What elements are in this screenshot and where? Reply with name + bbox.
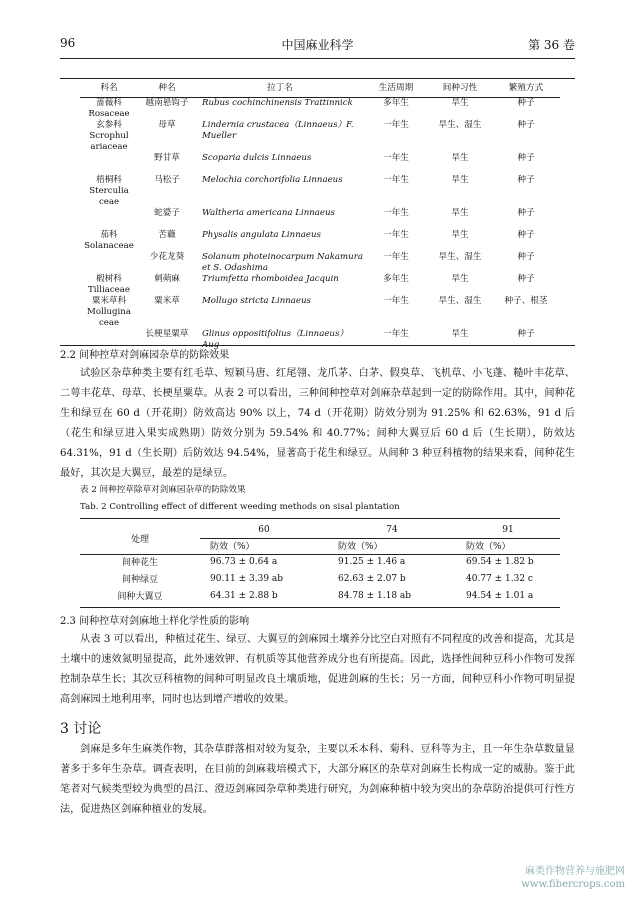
latin-name: Solanum photeinocarpum Nakamura et S. Odashima: [202, 252, 363, 273]
habit: 旱生: [451, 153, 469, 163]
life-cycle: 一年生: [383, 252, 409, 262]
latin-name: Glinus oppositifolius（Linnaeus）Aug: [202, 329, 348, 350]
family-cell: [80, 98, 138, 121]
table-row: [80, 120, 560, 153]
head-day-74: 74: [386, 525, 398, 536]
propagation: 种子: [517, 175, 535, 185]
propagation: 种子: [517, 120, 535, 130]
effect-value: 69.54 ± 1.82 b: [466, 556, 534, 567]
family-latin: Mollugina ceae: [87, 307, 131, 328]
propagation: 种子: [517, 230, 535, 240]
family-latin: Rosaceae: [88, 109, 130, 119]
table2-top-rule: [80, 518, 560, 519]
propagation: 种子: [517, 98, 535, 108]
table-row: [80, 553, 560, 570]
table-row: [80, 230, 560, 252]
latin-name: Waltheria americana Linnaeus: [202, 208, 335, 218]
species-name: 刺蒴麻: [154, 274, 180, 284]
effect-value: 91.25 ± 1.46 a: [338, 556, 406, 567]
section-2-2-title: 2.2 间种控草对剑麻园杂草的防除效果: [60, 350, 230, 361]
propagation: 种子、根茎: [504, 296, 548, 306]
species-name: 蛇婆子: [154, 208, 180, 218]
table1-top-rule: [60, 78, 575, 79]
effect-value: 84.78 ± 1.18 ab: [338, 590, 412, 601]
latin-name: Lindernia crustacea（Linnaeus）F. Mueller: [202, 120, 354, 141]
life-cycle: 多年生: [383, 98, 409, 108]
col-cycle: 生活周期: [364, 82, 428, 98]
table-row: [80, 252, 560, 274]
col-species: 种名: [138, 82, 196, 98]
propagation: 种子: [517, 208, 535, 218]
latin-name: Rubus cochinchinensis Trattinnick: [202, 98, 353, 108]
effect-value: 62.63 ± 2.07 b: [338, 573, 406, 584]
family-name: 玄参科: [96, 120, 122, 130]
family-cell: [80, 252, 138, 274]
species-name: 苦蘵: [158, 230, 176, 240]
weeding-effect-table: [80, 523, 560, 604]
family-cell: [80, 175, 138, 208]
life-cycle: 一年生: [383, 208, 409, 218]
life-cycle: 一年生: [383, 329, 409, 339]
section-3-title: 3 讨论: [60, 721, 102, 737]
habit: 旱生: [451, 175, 469, 185]
table-row: [80, 208, 560, 230]
volume-label: 第 36 卷: [528, 38, 575, 52]
table1-bottom-rule: [60, 345, 575, 346]
table-row: [80, 175, 560, 208]
journal-title: 中国麻业科学: [281, 38, 354, 52]
family-latin: Sterculia ceae: [89, 186, 129, 207]
table-row: [80, 153, 560, 175]
treatment-name: 间种绿豆: [121, 575, 158, 585]
species-table: [80, 82, 560, 351]
family-latin: Scrophul ariaceae: [89, 131, 129, 152]
latin-name: Scoparia dulcis Linnaeus: [202, 153, 312, 163]
habit: 旱生、湿生: [438, 252, 482, 262]
propagation: 种子: [517, 329, 535, 339]
table-row: [80, 570, 560, 587]
species-name: 少花龙葵: [149, 252, 185, 262]
family-cell: [80, 208, 138, 230]
habit: 旱生: [451, 230, 469, 240]
family-name: 梧桐科: [96, 175, 122, 185]
page-number: 96: [60, 36, 76, 50]
table2-caption-cn: 表 2 间种控草除草对剑麻园杂草的防除效果: [80, 485, 246, 495]
latin-name: Physalis angulata Linnaeus: [202, 230, 321, 240]
family-name: 粟米草科: [91, 296, 127, 306]
life-cycle: 一年生: [383, 175, 409, 185]
life-cycle: 多年生: [383, 274, 409, 284]
treatment-name: 间种大翼豆: [117, 592, 163, 602]
species-name: 越南悬钩子: [145, 98, 189, 108]
family-latin: Solanaceae: [84, 241, 134, 251]
effect-value: 90.11 ± 3.39 ab: [210, 573, 284, 584]
habit: 旱生: [451, 274, 469, 284]
family-name: 茄科: [100, 230, 118, 240]
effect-value: 64.31 ± 2.88 b: [210, 590, 278, 601]
table-row: [80, 274, 560, 296]
life-cycle: 一年生: [383, 296, 409, 306]
family-latin: Tilliaceae: [88, 285, 130, 295]
family-cell: [80, 153, 138, 175]
section-2-2-text: 试验区杂草种类主要有红毛草、短颖马唐、红尾翎、龙爪茅、白茅、假臭草、飞机草、小飞蓬、糙叶丰花草、二萼丰花草、母草、长梗星粟草。从表 2 可以看出，三种间种控草对剑麻杂草起到一定的防除作用。其中，间种花生和绿豆在 60 d（开花期）防效高达 90% 以上，74 d（开花期）防效分别为 91.25% 和 62.63%，91 d 后（花生和绿豆进入果实成熟期）防效分别为 59.54% 和 40.77%；间种大翼豆后 60 d 后（生长期），防效达 64.31%，91 d（生长期）后防效达 94.54%，显著高于花生和绿豆。从间种 3 种豆科植物的结果来看，间种花生最好，其次是大翼豆，最差的是绿豆。: [60, 368, 575, 479]
table-row: [80, 98, 560, 121]
table-row: [80, 296, 560, 329]
head-day-60: 60: [258, 525, 270, 536]
habit: 旱生: [451, 98, 469, 108]
latin-name: Melochia corchorifolia Linnaeus: [202, 175, 343, 185]
head-unit: 防效（%）: [456, 538, 560, 553]
head-unit: 防效（%）: [200, 538, 328, 553]
life-cycle: 一年生: [383, 120, 409, 130]
col-family: 科名: [80, 82, 138, 98]
header-rule: [60, 58, 575, 59]
table2-bottom-rule: [80, 607, 560, 608]
head-treatment: 处理: [130, 534, 149, 545]
effect-value: 96.73 ± 0.64 a: [210, 556, 278, 567]
family-cell: [80, 274, 138, 296]
habit: 旱生、湿生: [438, 296, 482, 306]
propagation: 种子: [517, 153, 535, 163]
section-2-3-text: 从表 3 可以看出，种植过花生、绿豆、大翼豆的剑麻园土壤养分比空白对照有不同程度的改善和提高，尤其是土壤中的速效氮明显提高，此外速效钾、有机质等其他营养成分也有所提高。因此，选择性间种豆科小作物可发挥控制杂草生长；其次豆科植物的间种可明显改良土壤质地，促进剑麻的生长；另一方面，间种豆科小作物可明显提高剑麻园土地利用率，同时也达到增产增收的效果。: [60, 634, 575, 705]
latin-name: Triumfetta rhomboidea Jacquin: [202, 274, 339, 284]
habit: 旱生: [451, 329, 469, 339]
life-cycle: 一年生: [383, 153, 409, 163]
watermark: 麻类作物营养与施肥网 www.fibercrops.com: [521, 866, 625, 890]
species-name: 长梗星粟草: [145, 329, 189, 339]
species-name: 粟米草: [154, 296, 180, 306]
propagation: 种子: [517, 274, 535, 284]
head-unit: 防效（%）: [328, 538, 456, 553]
family-name: 椴树科: [96, 274, 122, 284]
col-habit: 间种习性: [428, 82, 492, 98]
species-name: 马松子: [154, 175, 180, 185]
species-name: 野甘草: [154, 153, 180, 163]
table-row: [80, 587, 560, 604]
species-name: 母草: [158, 120, 176, 130]
page-header: [60, 34, 575, 54]
head-day-91: 91: [502, 525, 514, 536]
family-name: 蔷薇科: [96, 98, 122, 108]
habit: 旱生: [451, 208, 469, 218]
family-cell: [80, 296, 138, 329]
latin-name: Mollugo stricta Linnaeus: [202, 296, 311, 306]
col-latin: 拉丁名: [196, 82, 364, 98]
family-cell: [80, 230, 138, 252]
treatment-name: 间种花生: [121, 558, 158, 568]
table2-head-rule: [80, 554, 560, 555]
section-3-text: 剑麻是多年生麻类作物，其杂草群落相对较为复杂，主要以禾本科、菊科、豆科等为主，且一年生杂草数量显著多于多年生杂草。调查表明，在目前的剑麻栽培模式下，大部分麻区的杂草对剑麻生长构成一定的威胁。鉴于此笔者对气候类型较为典型的昌江、澄迈剑麻园杂草种类进行研究，为剑麻种植中较为突出的杂草防治提供可行性方法，促进热区剑麻种植业的发展。: [60, 744, 575, 815]
table2-caption-en: Tab. 2 Controlling effect of different weeding methods on sisal plantation: [80, 502, 400, 512]
effect-value: 94.54 ± 1.01 a: [466, 590, 534, 601]
habit: 旱生、湿生: [438, 120, 482, 130]
propagation: 种子: [517, 252, 535, 262]
col-propagation: 繁殖方式: [492, 82, 560, 98]
effect-value: 40.77 ± 1.32 c: [466, 573, 533, 584]
life-cycle: 一年生: [383, 230, 409, 240]
section-2-3-title: 2.3 间种控草对剑麻地土样化学性质的影响: [60, 616, 250, 627]
family-cell: [80, 120, 138, 153]
